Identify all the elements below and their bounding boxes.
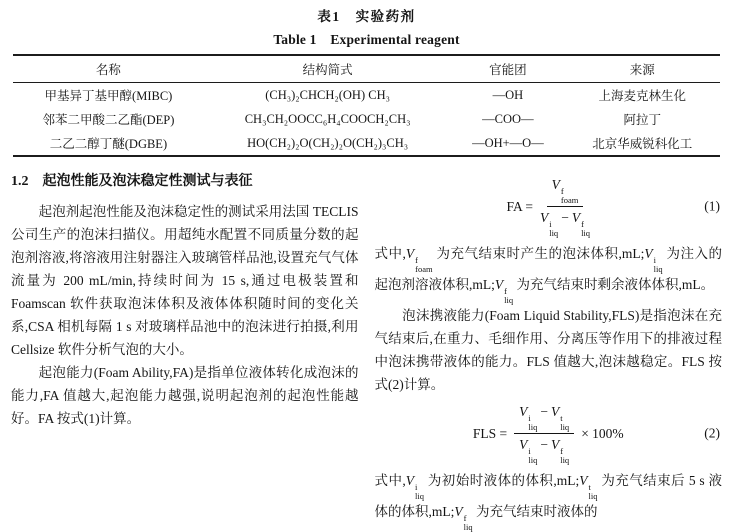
body-columns	[11, 169, 722, 531]
cell-group: —OH+—O—	[472, 135, 544, 150]
cell-formula: CH₃CH₂OOCC₆H₄COOCH₂CH₃	[244, 111, 411, 126]
paragraph-where-2: 式中,V i liq 为初始时液体的体积,mL;V t liq 为充气结束后 5 s 液体的体积,mL;V f liq 为充气结束时液体的	[374, 473, 722, 532]
equation-2-number: (2)	[704, 425, 720, 440]
cell-name: 二乙二醇丁醚(DGBE)	[49, 137, 168, 151]
math-var: V i liq	[539, 210, 559, 238]
col-header-formula: 结构简式	[204, 55, 451, 83]
cell-group: —COO—	[482, 111, 534, 126]
table-caption-zh: 表1 实验药剂	[317, 9, 416, 24]
equation-1-number: (1)	[704, 198, 720, 213]
right-column	[375, 169, 723, 531]
paragraph-fa-definition: 起泡能力(Foam Ability,FA)是指单位液体转化成泡沫的能力,FA 值越大,起泡能力越强,说明起泡剂的起泡性能越好。FA 按式(1)计算。	[11, 365, 359, 426]
reagent-table	[13, 54, 720, 157]
section-heading	[11, 170, 359, 193]
table-row	[13, 131, 720, 156]
table-header-row	[13, 55, 720, 83]
cell-name: 甲基异丁基甲醇(MIBC)	[44, 89, 173, 103]
equation-1-lhs: FA =	[506, 199, 533, 214]
minus-operator: −	[561, 210, 569, 225]
math-var: V t liq	[579, 473, 598, 501]
cell-source: 北京华威锐科化工	[592, 137, 693, 151]
paragraph-where-1: 式中,V f foam 为充气结束时产生的泡沫体积,mL;V i liq 为注入的起泡剂溶液体积,mL;V f liq 为充气结束时剩余液体体积,mL。	[374, 246, 723, 305]
section-title: 起泡性能及泡沫稳定性测试与表征	[42, 174, 253, 189]
equation-1-fraction	[540, 176, 590, 237]
math-var: V f liq	[571, 210, 591, 238]
minus-operator: −	[540, 404, 548, 419]
cell-source: 阿拉丁	[623, 113, 661, 127]
math-var: V f liq	[550, 437, 570, 465]
minus-operator: −	[540, 437, 548, 452]
math-var: V i liq	[519, 404, 538, 432]
math-var: V i liq	[519, 437, 538, 465]
equation-2-fraction	[514, 403, 574, 464]
math-var: V i liq	[644, 246, 663, 274]
table-row	[13, 107, 720, 131]
equation-2	[375, 396, 723, 469]
math-var: V f foam	[551, 177, 579, 205]
table-row	[13, 83, 720, 108]
math-var: V f foam	[405, 246, 433, 274]
equation-1	[375, 169, 723, 242]
equation-2-lhs: FLS =	[472, 426, 508, 441]
table-caption-en: Table 1 Experimental reagent	[273, 32, 460, 47]
col-header-name: 名称	[13, 55, 204, 83]
equation-2-suffix: × 100%	[581, 426, 624, 441]
cell-formula: HO(CH₂)₂O(CH₂)₂O(CH₂)₃CH₃	[247, 135, 409, 150]
cell-source: 上海麦克林生化	[598, 89, 686, 103]
left-column	[11, 169, 359, 531]
paragraph-fls-definition: 泡沫携液能力(Foam Liquid Stability,FLS)是指泡沫在充气结束后,在重力、毛细作用、分离压等作用下的排液过程中泡沫携带液体的能力。FLS 值越大,泡沫越稳定。FLS 按式(2)计算。	[374, 308, 722, 392]
col-header-source: 来源	[564, 55, 720, 83]
cell-name: 邻苯二甲酸二乙酯(DEP)	[42, 113, 175, 127]
math-var: V t liq	[550, 404, 570, 432]
cell-formula: (CH₃)₂CHCH₂(OH) CH₃	[265, 87, 390, 102]
section-number: 1.2	[11, 174, 29, 189]
math-var: V i liq	[405, 473, 425, 501]
paragraph-method: 起泡剂起泡性能及泡沫稳定性的测试采用法国 TECLIS 公司生产的泡沫扫描仪。用超纯水配置不同质量分数的起泡剂溶液,将溶液用注射器注入玻璃管样品池,设置充气气体流量为 200 mL/min,持续时间为 15 s,通过电极装置和 Foamscan 软件获取泡沫体积及液体体积随时间的变化关系,CSA 相机每隔 1 s 对玻璃样品池中的泡沫进行拍摄,利用 Cellsize 软件分析气泡的大小。	[11, 204, 359, 357]
col-header-group: 官能团	[451, 55, 564, 83]
cell-group: —OH	[492, 87, 524, 102]
math-var: V f liq	[494, 277, 514, 305]
math-var: V f liq	[454, 504, 473, 532]
